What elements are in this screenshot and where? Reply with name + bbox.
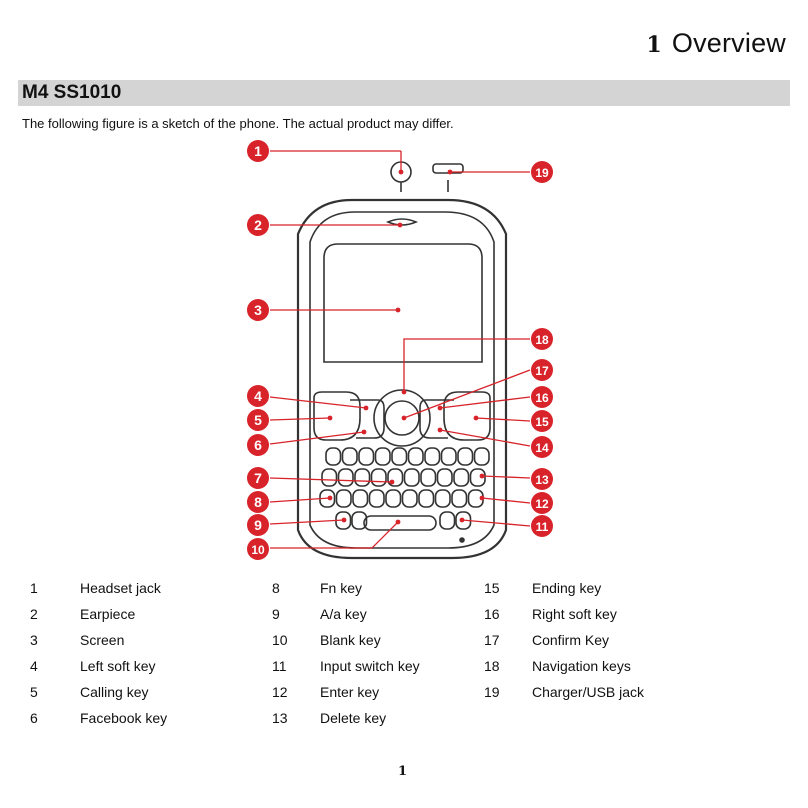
callout-badge-2 <box>247 214 269 236</box>
keyboard-key <box>392 448 407 465</box>
legend-label: Right soft key <box>532 606 617 622</box>
keyboard-key <box>440 512 455 529</box>
legend-number: 2 <box>30 606 38 622</box>
legend-label: Enter key <box>320 684 380 700</box>
callout-number: 9 <box>254 517 262 533</box>
callout-number: 5 <box>254 412 262 428</box>
callout-number: 7 <box>254 470 262 486</box>
leader-dot-12 <box>480 496 485 501</box>
callout-number: 14 <box>535 441 549 455</box>
leader-8 <box>270 498 330 502</box>
legend-label: Charger/USB jack <box>532 684 645 700</box>
intro-text: The following figure is a sketch of the phone. The actual product may differ. <box>22 116 454 131</box>
keyboard-key <box>438 469 453 486</box>
legend-number: 12 <box>272 684 288 700</box>
legend-number: 10 <box>272 632 288 648</box>
leader-5 <box>270 418 330 420</box>
keyboard-key <box>372 469 387 486</box>
leader-dot-2 <box>398 223 403 228</box>
leader-dot-15 <box>474 416 479 421</box>
callout-number: 8 <box>254 494 262 510</box>
callout-badge-9 <box>247 514 269 536</box>
mic-hole <box>460 538 464 542</box>
legend-number: 11 <box>272 658 287 674</box>
leader-10 <box>270 522 398 548</box>
leader-dot-4 <box>364 406 369 411</box>
leader-4 <box>270 397 366 408</box>
leader-dot-16 <box>438 406 443 411</box>
legend-number: 16 <box>484 606 500 622</box>
legend-number: 18 <box>484 658 500 674</box>
legend-number: 15 <box>484 580 500 596</box>
leader-9 <box>270 520 344 524</box>
legend-number: 3 <box>30 632 38 648</box>
callout-leaders <box>270 151 530 548</box>
legend-number: 17 <box>484 632 500 648</box>
leader-dot-18 <box>402 390 407 395</box>
legend-number: 4 <box>30 658 38 674</box>
left-soft-key-shape <box>350 400 384 438</box>
callout-badge-1 <box>247 140 269 162</box>
keyboard-key <box>419 490 434 507</box>
leader-dot-8 <box>328 496 333 501</box>
keyboard-key <box>339 469 354 486</box>
chapter-number: 1 <box>646 32 662 58</box>
keyboard-key <box>322 469 337 486</box>
legend-label: Headset jack <box>80 580 161 596</box>
keyboard-key <box>454 469 469 486</box>
keyboard-key <box>458 448 473 465</box>
callout-number: 11 <box>535 520 549 534</box>
leader-11 <box>462 520 530 526</box>
legend-label: Confirm Key <box>532 632 610 648</box>
leader-dot-7 <box>390 480 395 485</box>
keyboard-key <box>436 490 451 507</box>
keyboard <box>320 448 489 529</box>
page-number: 1 <box>398 764 408 779</box>
screen-shape <box>324 244 482 362</box>
callout-number: 15 <box>535 415 549 429</box>
leader-dot-14 <box>438 428 443 433</box>
callout-badge-5 <box>247 409 269 431</box>
callout-number: 18 <box>535 333 549 347</box>
callout-badge-7 <box>247 467 269 489</box>
legend-label: Ending key <box>532 580 602 596</box>
leader-15 <box>476 418 530 421</box>
callout-number: 13 <box>535 473 549 487</box>
legend-label: Facebook key <box>80 710 168 726</box>
legend-label: Calling key <box>80 684 149 700</box>
callout-badge-6 <box>247 434 269 456</box>
callout-badge-14 <box>531 436 553 458</box>
callout-badge-11 <box>531 515 553 537</box>
callout-badge-8 <box>247 491 269 513</box>
callout-number: 3 <box>254 302 262 318</box>
keyboard-key <box>409 448 424 465</box>
legend-number: 19 <box>484 684 500 700</box>
section-title: M4 SS1010 <box>22 82 122 103</box>
leader-dot-11 <box>460 518 465 523</box>
leader-17 <box>404 370 530 418</box>
keyboard-key <box>442 448 457 465</box>
keyboard-key <box>337 490 352 507</box>
callout-number: 4 <box>254 388 262 404</box>
leader-dot-17 <box>402 416 407 421</box>
leader-dot-6 <box>362 430 367 435</box>
phone-body <box>298 200 506 558</box>
legend-number: 9 <box>272 606 280 622</box>
callout-number: 6 <box>254 437 262 453</box>
chapter-title: Overview <box>671 28 786 58</box>
legend-label: Earpiece <box>80 606 136 622</box>
leader-18 <box>404 339 530 392</box>
keyboard-key <box>376 448 391 465</box>
legend-number: 8 <box>272 580 280 596</box>
keyboard-key <box>421 469 436 486</box>
leader-dot-19 <box>448 170 453 175</box>
legend-label: Screen <box>80 632 125 648</box>
leader-7 <box>270 478 392 482</box>
callout-badge-17 <box>531 359 553 381</box>
leader-dot-9 <box>342 518 347 523</box>
callout-badge-4 <box>247 385 269 407</box>
callout-badge-12 <box>531 492 553 514</box>
keyboard-key <box>425 448 440 465</box>
legend-number: 5 <box>30 684 38 700</box>
callout-number: 16 <box>535 391 549 405</box>
callout-number: 12 <box>535 497 549 511</box>
callout-number: 2 <box>254 217 262 233</box>
keyboard-key <box>386 490 401 507</box>
keyboard-key <box>405 469 420 486</box>
leader-dot-5 <box>328 416 333 421</box>
callout-badge-13 <box>531 468 553 490</box>
callout-number: 17 <box>535 364 549 378</box>
keyboard-key <box>370 490 385 507</box>
callout-badge-3 <box>247 299 269 321</box>
callout-number: 19 <box>535 166 549 180</box>
callout-number: 1 <box>254 143 262 159</box>
legend-label: Blank key <box>320 632 381 648</box>
callout-badge-18 <box>531 328 553 350</box>
leader-dot-1 <box>399 170 404 175</box>
callout-badge-10 <box>247 538 269 560</box>
legend-label: Left soft key <box>80 658 156 674</box>
legend-label: Navigation keys <box>532 658 631 674</box>
leader-dot-10 <box>396 520 401 525</box>
callout-badge-16 <box>531 386 553 408</box>
legend-label: Delete key <box>320 710 387 726</box>
legend-label: A/a key <box>320 606 367 622</box>
keyboard-key <box>403 490 418 507</box>
keyboard-key <box>359 448 374 465</box>
keyboard-key <box>326 448 341 465</box>
keyboard-key <box>475 448 490 465</box>
legend-table <box>0 575 808 735</box>
legend-number: 1 <box>30 580 38 596</box>
callout-number: 10 <box>251 543 265 557</box>
callout-badge-19 <box>531 161 553 183</box>
keyboard-key <box>452 490 467 507</box>
legend-label: Fn key <box>320 580 363 596</box>
legend-label: Input switch key <box>320 658 420 674</box>
legend-number: 6 <box>30 710 38 726</box>
legend-number: 13 <box>272 710 288 726</box>
callout-badge-15 <box>531 410 553 432</box>
leader-dot-13 <box>480 474 485 479</box>
keyboard-key <box>343 448 358 465</box>
leader-dot-3 <box>396 308 401 313</box>
keyboard-key <box>355 469 370 486</box>
keyboard-key <box>353 490 368 507</box>
